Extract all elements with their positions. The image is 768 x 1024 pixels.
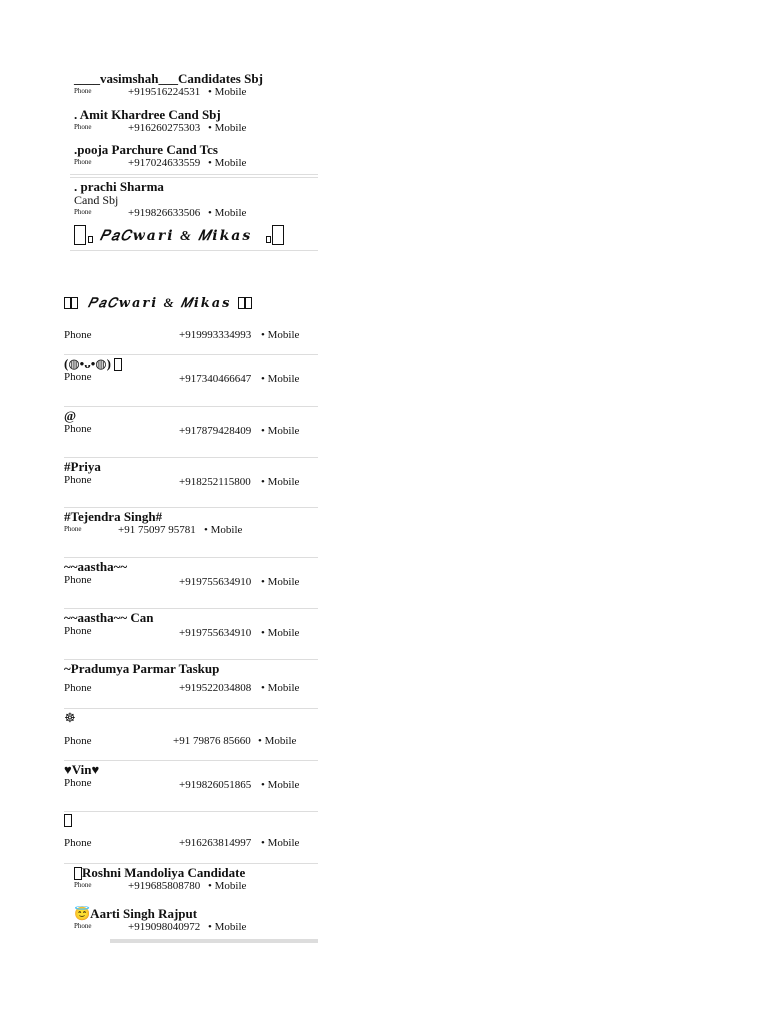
phone-label: Phone (64, 625, 92, 637)
phone-number: +916260275303 (128, 122, 201, 134)
missing-glyph-icon (64, 814, 72, 827)
contact-name: (◍•ᴗ•◍) (64, 356, 111, 371)
phone-label: Phone (74, 881, 92, 889)
missing-glyph-icon (88, 236, 93, 243)
phone-label: Phone (64, 682, 92, 694)
phone-label: Phone (64, 423, 92, 435)
missing-glyph-icon (74, 225, 86, 245)
phone-type: • Mobile (261, 329, 300, 341)
divider (64, 659, 318, 660)
divider (64, 557, 318, 558)
phone-type: • Mobile (261, 576, 300, 588)
phone-type: • Mobile (261, 682, 300, 694)
missing-glyph-icon (74, 867, 82, 880)
divider (64, 406, 318, 407)
missing-glyph-icon (238, 297, 245, 309)
phone-number: +917340466647 (179, 373, 252, 385)
contact-subname: Cand Sbj (74, 193, 119, 207)
phone-type: • Mobile (261, 425, 300, 437)
contact-name: @ (64, 408, 77, 423)
phone-number: +918252115800 (179, 476, 251, 488)
phone-type: • Mobile (208, 122, 247, 134)
phone-type: • Mobile (208, 157, 247, 169)
phone-label: Phone (64, 837, 92, 849)
contact-name: . prachi Sharma (74, 179, 164, 194)
phone-label: Phone (74, 922, 92, 930)
divider (64, 811, 318, 812)
phone-label: Phone (74, 208, 92, 216)
missing-glyph-icon (245, 297, 252, 309)
divider (64, 507, 318, 508)
phone-type: • Mobile (208, 86, 247, 98)
phone-label: Phone (64, 371, 92, 383)
contact-name: ☸ (64, 710, 76, 725)
phone-type: • Mobile (208, 207, 247, 219)
contact-name: .pooja Parchure Cand Tcs (74, 142, 218, 157)
phone-number: +919516224531 (128, 86, 201, 98)
phone-label: Phone (74, 87, 92, 95)
phone-label: Phone (64, 735, 92, 747)
contact-name: #Priya (64, 459, 101, 474)
phone-number: +919826051865 (179, 779, 252, 791)
phone-label: Phone (64, 329, 92, 341)
phone-type: • Mobile (261, 779, 300, 791)
phone-number: +919755634910 (179, 627, 252, 639)
contact-name: . Amit Khardree Cand Sbj (74, 107, 221, 122)
contact-name: ____vasimshah___Candidates Sbj (74, 71, 263, 86)
phone-number: +917879428409 (179, 425, 252, 437)
phone-type: • Mobile (261, 476, 300, 488)
divider (64, 608, 318, 609)
contact-name: ~~aastha~~ (64, 559, 128, 574)
divider (64, 354, 318, 355)
phone-number: +919755634910 (179, 576, 252, 588)
phone-label: Phone (74, 123, 92, 131)
contact-name: #Tejendra Singh# (64, 509, 163, 524)
phone-label: Phone (64, 574, 92, 586)
contact-name: Roshni Mandoliya Candidate (82, 865, 246, 880)
phone-number: +919993334993 (179, 329, 252, 341)
phone-number: +919685808780 (128, 880, 201, 892)
divider (64, 708, 318, 709)
missing-glyph-icon (114, 358, 122, 371)
phone-number: +916263814997 (179, 837, 252, 849)
phone-label: Phone (64, 525, 82, 533)
phone-type: • Mobile (258, 735, 297, 747)
phone-type: • Mobile (208, 921, 247, 933)
phone-number: +91 79876 85660 (173, 735, 251, 747)
phone-number: +919826633506 (128, 207, 201, 219)
phone-label: Phone (74, 158, 92, 166)
phone-label: Phone (64, 777, 92, 789)
contact-name: ~~aastha~~ Can (64, 610, 154, 625)
missing-glyph-icon (272, 225, 284, 245)
phone-type: • Mobile (261, 627, 300, 639)
divider (64, 760, 318, 761)
divider (70, 177, 318, 178)
phone-type: • Mobile (261, 373, 300, 385)
phone-type: • Mobile (261, 837, 300, 849)
divider (64, 863, 318, 864)
divider (70, 250, 318, 251)
phone-type: • Mobile (204, 524, 243, 536)
missing-glyph-icon (64, 297, 71, 309)
phone-number: +919522034808 (179, 682, 252, 694)
contact-name: 😇Aarti Singh Rajput (74, 906, 198, 921)
missing-glyph-icon (71, 297, 78, 309)
divider (64, 457, 318, 458)
contact-name: 𝑃𝑎𝐶𝒘𝒂𝒓𝒊 & 𝑀𝒊𝒌𝒂𝒔 (88, 295, 232, 310)
missing-glyph-icon (266, 236, 271, 243)
phone-number: +91 75097 95781 (118, 524, 196, 536)
contact-name: 𝑃𝑎𝐶𝒘𝒂𝒓𝒊 & 𝑀𝒊𝒌𝒂𝒔 (100, 229, 253, 244)
phone-label: Phone (64, 474, 92, 486)
scroll-edge-bar (110, 939, 318, 943)
phone-number: +917024633559 (128, 157, 201, 169)
phone-number: +919098040972 (128, 921, 201, 933)
contact-name: ♥Vin♥ (64, 762, 100, 777)
phone-type: • Mobile (208, 880, 247, 892)
contact-name: ~Pradumya Parmar Taskup (64, 661, 220, 676)
divider (70, 174, 318, 175)
